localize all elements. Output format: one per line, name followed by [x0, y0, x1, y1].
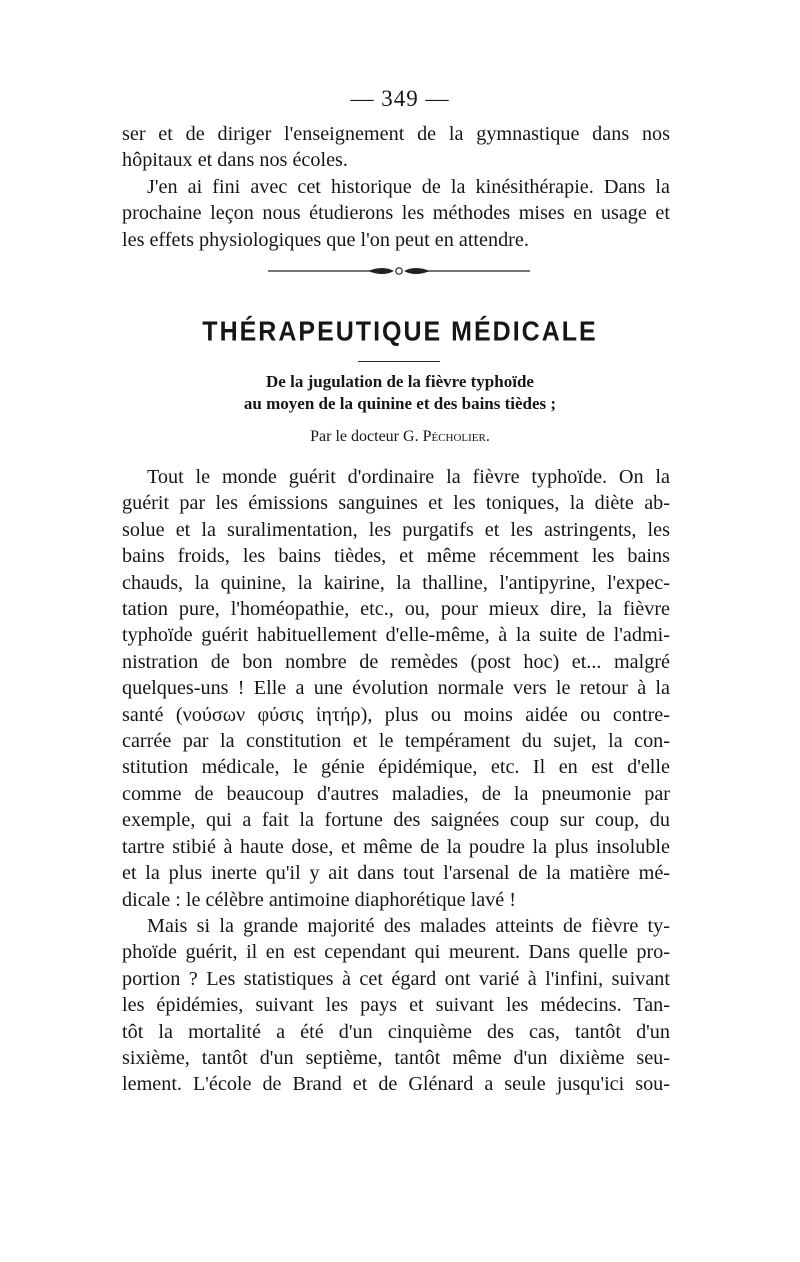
text-line: quelques-uns ! Elle a une évolution normale vers le retour à la [122, 677, 670, 700]
text-line: stitution médicale, le génie épidémique, etc. Il en est d'elle [122, 756, 670, 779]
text-line: sixième, tantôt d'un septième, tantôt même d'un dixième seu- [122, 1046, 670, 1069]
text-line: prochaine leçon nous étudierons les méthodes mises en usage et [122, 202, 670, 225]
text-line: nistration de bon nombre de remèdes (post hoc) et... malgré [122, 650, 670, 673]
text-line: santé (νούσων φύσις ἰητήρ), plus ou moins aidée ou contre- [122, 703, 670, 726]
text-line: tation pure, l'homéopathie, etc., ou, pour mieux dire, la fièvre [122, 598, 670, 621]
text-line: lement. L'école de Brand et de Glénard a seule jusqu'ici sou- [122, 1073, 670, 1096]
ornamental-divider [268, 260, 530, 282]
text-line: les épidémies, suivant les pays et suivant les médecins. Tan- [122, 994, 670, 1017]
text-line: les effets physiologiques que l'on peut en attendre. [122, 228, 529, 251]
continuation-text [122, 121, 670, 253]
text-line: J'en ai fini avec cet historique de la kinésithérapie. Dans la [147, 175, 670, 198]
text-line: solue et la suralimentation, les purgatifs et les astringents, les [122, 518, 670, 541]
text-line: Mais si la grande majorité des malades atteints de fièvre ty- [147, 914, 670, 937]
byline [0, 428, 800, 446]
text-line: carrée par la constitution et le tempérament du sujet, la con- [122, 730, 670, 753]
title-rule [358, 361, 440, 362]
text-line: guérit par les émissions sanguines et les toniques, la diète ab- [122, 492, 670, 515]
text-line: tartre stibié à haute dose, et même de la poudre la plus insoluble [122, 835, 670, 858]
page-number: — 349 — [350, 86, 450, 111]
text-line: tôt la mortalité a été d'un cinquième des cas, tantôt d'un [122, 1020, 670, 1043]
article-title [0, 371, 800, 415]
text-line: typhoïde guérit habituellement d'elle-même, à la suite de l'admi- [122, 624, 670, 647]
text-line: chauds, la quinine, la kairine, la thalline, l'antipyrine, l'expec- [122, 571, 670, 594]
text-line: hôpitaux et dans nos écoles. [122, 149, 348, 172]
text-line: ser et de diriger l'enseignement de la gymnastique dans nos [122, 123, 670, 145]
body-paragraph-1 [122, 464, 670, 1098]
article-title-line: De la jugulation de la fièvre typhoïde [266, 372, 534, 391]
byline-author: Pécholier. [422, 428, 490, 445]
text-line: et la plus inerte qu'il y ait dans tout l'arsenal de la matière mé- [122, 862, 670, 885]
text-line: comme de beaucoup d'autres maladies, de la pneumonie par [122, 782, 670, 805]
section-title: THÉRAPEUTIQUE MÉDICALE [202, 316, 598, 348]
text-line: portion ? Les statistiques à cet égard ont varié à l'infini, suivant [122, 967, 670, 990]
article-title-line: au moyen de la quinine et des bains tièdes ; [243, 394, 557, 413]
text-line: dicale : le célèbre antimoine diaphorétique lavé ! [122, 888, 517, 911]
text-line: Tout le monde guérit d'ordinaire la fièvre typhoïde. On la [147, 466, 670, 488]
text-line: exemple, qui a fait la fortune des saignées coup sur coup, du [122, 809, 670, 832]
byline-prefix: Par le docteur G. [310, 428, 423, 445]
text-line: phoïde guérit, il en est cependant qui meurent. Dans quelle pro- [122, 941, 670, 964]
text-line: bains froids, les bains tièdes, et même récemment les bains [122, 545, 670, 568]
